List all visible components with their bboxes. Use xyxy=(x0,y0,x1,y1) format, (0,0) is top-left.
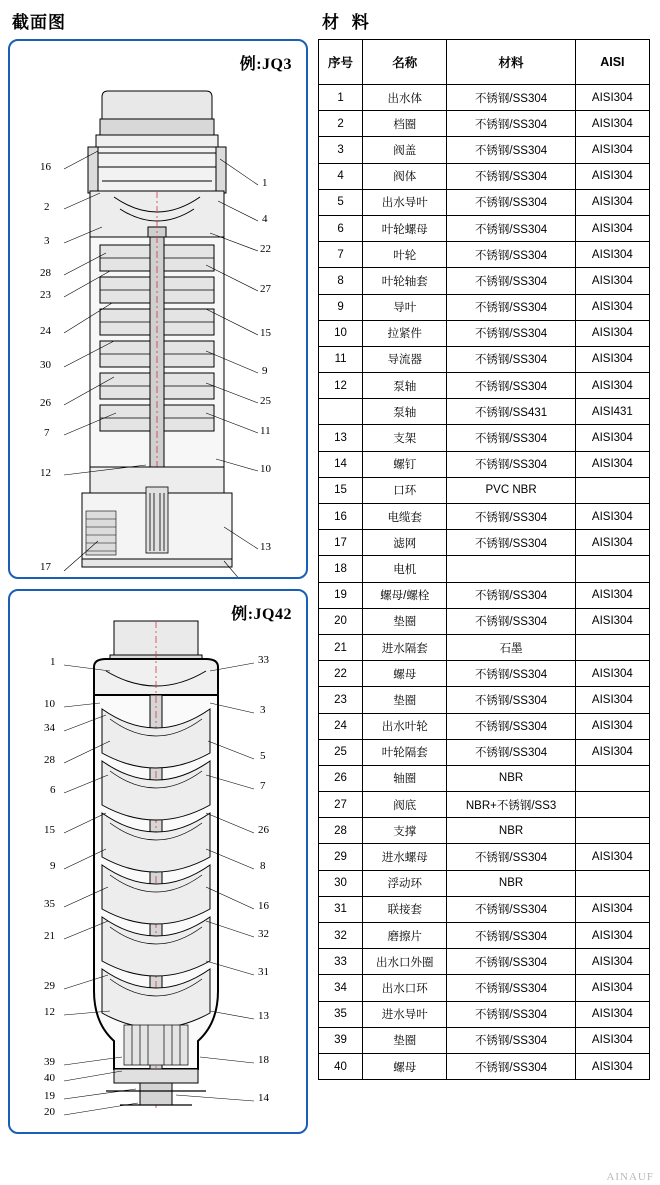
cross-section-column xyxy=(8,0,308,1134)
callout-jq3-16: 16 xyxy=(40,161,51,173)
index-cell: 31 xyxy=(319,896,363,922)
table-row xyxy=(319,1001,650,1027)
callout-jq3-2: 2 xyxy=(44,201,50,213)
index-cell: 18 xyxy=(319,556,363,582)
aisi-cell: AISI304 xyxy=(575,268,649,294)
callout-jq42-9: 9 xyxy=(50,860,56,872)
table-row xyxy=(319,530,650,556)
mat-cell: PVC NBR xyxy=(447,477,575,503)
mat-cell: NBR xyxy=(447,765,575,791)
aisi-cell: AISI304 xyxy=(575,661,649,687)
callout-jq42-3: 3 xyxy=(260,704,266,716)
col-header-material: 材料 xyxy=(447,40,575,85)
callout-jq3-27: 27 xyxy=(260,283,271,295)
callout-jq3-23: 23 xyxy=(40,289,51,301)
materials-table-body xyxy=(319,85,650,1080)
aisi-cell: AISI304 xyxy=(575,582,649,608)
callout-jq42-33: 33 xyxy=(258,654,269,666)
mat-cell: 石墨 xyxy=(447,634,575,660)
mat-cell: 不锈钢/SS304 xyxy=(447,320,575,346)
index-cell xyxy=(319,399,363,425)
name-cell: 垫圈 xyxy=(363,608,447,634)
table-row xyxy=(319,765,650,791)
mat-cell: NBR xyxy=(447,870,575,896)
name-cell: 垫圈 xyxy=(363,687,447,713)
index-cell: 10 xyxy=(319,320,363,346)
mat-cell: 不锈钢/SS304 xyxy=(447,1001,575,1027)
mat-cell: 不锈钢/SS431 xyxy=(447,399,575,425)
callout-jq42-7: 7 xyxy=(260,780,266,792)
aisi-cell: AISI304 xyxy=(575,975,649,1001)
table-row xyxy=(319,923,650,949)
table-row xyxy=(319,896,650,922)
index-cell: 27 xyxy=(319,792,363,818)
aisi-cell: AISI304 xyxy=(575,949,649,975)
mat-cell: 不锈钢/SS304 xyxy=(447,739,575,765)
table-row xyxy=(319,215,650,241)
watermark: AINAUF xyxy=(606,1171,654,1183)
mat-cell: NBR xyxy=(447,818,575,844)
table-row xyxy=(319,451,650,477)
aisi-cell xyxy=(575,634,649,660)
name-cell: 阀体 xyxy=(363,163,447,189)
index-cell: 15 xyxy=(319,477,363,503)
callout-jq42-19: 19 xyxy=(44,1090,55,1102)
name-cell: 叶轮轴套 xyxy=(363,268,447,294)
index-cell: 11 xyxy=(319,346,363,372)
mat-cell: 不锈钢/SS304 xyxy=(447,242,575,268)
aisi-cell: AISI304 xyxy=(575,373,649,399)
aisi-cell: AISI304 xyxy=(575,189,649,215)
mat-cell: 不锈钢/SS304 xyxy=(447,1027,575,1053)
mat-cell: 不锈钢/SS304 xyxy=(447,975,575,1001)
name-cell: 出水口环 xyxy=(363,975,447,1001)
index-cell: 6 xyxy=(319,215,363,241)
index-cell: 9 xyxy=(319,294,363,320)
callout-jq42-16: 16 xyxy=(258,900,269,912)
callout-jq42-8: 8 xyxy=(260,860,266,872)
table-row xyxy=(319,1053,650,1079)
name-cell: 出水导叶 xyxy=(363,189,447,215)
callout-jq3-12: 12 xyxy=(40,467,51,479)
index-cell: 2 xyxy=(319,111,363,137)
callout-jq42-6: 6 xyxy=(50,784,56,796)
index-cell: 26 xyxy=(319,765,363,791)
callout-jq3-9: 9 xyxy=(262,365,268,377)
table-row xyxy=(319,111,650,137)
name-cell: 电缆套 xyxy=(363,504,447,530)
table-row xyxy=(319,346,650,372)
table-row xyxy=(319,818,650,844)
mat-cell: 不锈钢/SS304 xyxy=(447,346,575,372)
mat-cell: 不锈钢/SS304 xyxy=(447,451,575,477)
mat-cell: 不锈钢/SS304 xyxy=(447,294,575,320)
name-cell: 磨擦片 xyxy=(363,923,447,949)
table-row xyxy=(319,739,650,765)
name-cell: 轴圈 xyxy=(363,765,447,791)
diagram-jq42 xyxy=(8,589,308,1134)
callout-jq3-25: 25 xyxy=(260,395,271,407)
col-header-name: 名称 xyxy=(363,40,447,85)
index-cell: 17 xyxy=(319,530,363,556)
name-cell: 叶轮 xyxy=(363,242,447,268)
table-row xyxy=(319,242,650,268)
mat-cell: 不锈钢/SS304 xyxy=(447,163,575,189)
aisi-cell: AISI304 xyxy=(575,242,649,268)
aisi-cell: AISI304 xyxy=(575,1053,649,1079)
table-row xyxy=(319,844,650,870)
table-row xyxy=(319,320,650,346)
aisi-cell: AISI304 xyxy=(575,504,649,530)
callout-jq3-28: 28 xyxy=(40,267,51,279)
callout-jq3-26: 26 xyxy=(40,397,51,409)
index-cell: 13 xyxy=(319,425,363,451)
aisi-cell: AISI304 xyxy=(575,163,649,189)
callout-jq3-11: 11 xyxy=(260,425,271,437)
aisi-cell xyxy=(575,818,649,844)
callout-jq3-4: 4 xyxy=(262,213,268,225)
index-cell: 22 xyxy=(319,661,363,687)
table-row xyxy=(319,268,650,294)
callout-jq42-18: 18 xyxy=(258,1054,269,1066)
col-header-aisi: AISI xyxy=(575,40,649,85)
aisi-cell xyxy=(575,792,649,818)
name-cell: 阀底 xyxy=(363,792,447,818)
materials-column xyxy=(318,0,654,1080)
mat-cell: 不锈钢/SS304 xyxy=(447,373,575,399)
aisi-cell: AISI304 xyxy=(575,844,649,870)
mat-cell: 不锈钢/SS304 xyxy=(447,85,575,111)
section-title-materials: 材 料 xyxy=(322,13,373,32)
table-row xyxy=(319,582,650,608)
aisi-cell xyxy=(575,477,649,503)
mat-cell: 不锈钢/SS304 xyxy=(447,504,575,530)
mat-cell: 不锈钢/SS304 xyxy=(447,268,575,294)
callout-jq42-34: 34 xyxy=(44,722,55,734)
mat-cell: 不锈钢/SS304 xyxy=(447,137,575,163)
mat-cell: 不锈钢/SS304 xyxy=(447,111,575,137)
name-cell: 支架 xyxy=(363,425,447,451)
aisi-cell: AISI304 xyxy=(575,425,649,451)
mat-cell: 不锈钢/SS304 xyxy=(447,949,575,975)
table-row xyxy=(319,477,650,503)
name-cell: 螺钉 xyxy=(363,451,447,477)
mat-cell xyxy=(447,556,575,582)
table-row xyxy=(319,399,650,425)
table-row xyxy=(319,189,650,215)
index-cell: 24 xyxy=(319,713,363,739)
aisi-cell: AISI304 xyxy=(575,137,649,163)
callout-jq3-24: 24 xyxy=(40,325,51,337)
index-cell: 33 xyxy=(319,949,363,975)
index-cell: 40 xyxy=(319,1053,363,1079)
name-cell: 螺母 xyxy=(363,661,447,687)
index-cell: 19 xyxy=(319,582,363,608)
index-cell: 16 xyxy=(319,504,363,530)
table-row xyxy=(319,163,650,189)
aisi-cell xyxy=(575,765,649,791)
mat-cell: 不锈钢/SS304 xyxy=(447,923,575,949)
name-cell: 泵轴 xyxy=(363,399,447,425)
table-row xyxy=(319,556,650,582)
name-cell: 螺母/螺栓 xyxy=(363,582,447,608)
mat-cell: 不锈钢/SS304 xyxy=(447,661,575,687)
name-cell: 出水口外圈 xyxy=(363,949,447,975)
callout-jq3-10: 10 xyxy=(260,463,271,475)
name-cell: 浮动环 xyxy=(363,870,447,896)
index-cell: 3 xyxy=(319,137,363,163)
name-cell: 阀盖 xyxy=(363,137,447,163)
index-cell: 12 xyxy=(319,373,363,399)
table-row xyxy=(319,504,650,530)
name-cell: 进水螺母 xyxy=(363,844,447,870)
table-row xyxy=(319,870,650,896)
index-cell: 14 xyxy=(319,451,363,477)
aisi-cell: AISI304 xyxy=(575,608,649,634)
table-row xyxy=(319,975,650,1001)
diagram-jq42-example-label: 例:JQ42 xyxy=(231,606,292,623)
callout-jq42-31: 31 xyxy=(258,966,269,978)
name-cell: 电机 xyxy=(363,556,447,582)
callout-jq42-13: 13 xyxy=(258,1010,269,1022)
aisi-cell: AISI304 xyxy=(575,687,649,713)
index-cell: 23 xyxy=(319,687,363,713)
mat-cell: 不锈钢/SS304 xyxy=(447,189,575,215)
name-cell: 支撑 xyxy=(363,818,447,844)
table-row xyxy=(319,687,650,713)
mat-cell: 不锈钢/SS304 xyxy=(447,530,575,556)
col-header-index: 序号 xyxy=(319,40,363,85)
callout-jq42-26: 26 xyxy=(258,824,269,836)
materials-table xyxy=(318,39,650,1080)
aisi-cell: AISI304 xyxy=(575,111,649,137)
aisi-cell: AISI431 xyxy=(575,399,649,425)
index-cell: 29 xyxy=(319,844,363,870)
aisi-cell: AISI304 xyxy=(575,896,649,922)
mat-cell: 不锈钢/SS304 xyxy=(447,896,575,922)
callout-jq42-21: 21 xyxy=(44,930,55,942)
index-cell: 35 xyxy=(319,1001,363,1027)
name-cell: 出水叶轮 xyxy=(363,713,447,739)
callout-jq42-28: 28 xyxy=(44,754,55,766)
aisi-cell xyxy=(575,870,649,896)
name-cell: 叶轮螺母 xyxy=(363,215,447,241)
aisi-cell: AISI304 xyxy=(575,530,649,556)
diagram-jq3-example-label: 例:JQ3 xyxy=(239,56,292,73)
callout-jq3-30: 30 xyxy=(40,359,51,371)
index-cell: 1 xyxy=(319,85,363,111)
name-cell: 进水隔套 xyxy=(363,634,447,660)
callout-jq42-1: 1 xyxy=(50,656,56,668)
name-cell: 档圈 xyxy=(363,111,447,137)
name-cell: 泵轴 xyxy=(363,373,447,399)
index-cell: 30 xyxy=(319,870,363,896)
name-cell: 出水体 xyxy=(363,85,447,111)
aisi-cell: AISI304 xyxy=(575,85,649,111)
aisi-cell: AISI304 xyxy=(575,1001,649,1027)
callout-jq3-17: 17 xyxy=(40,561,51,573)
mat-cell: 不锈钢/SS304 xyxy=(447,1053,575,1079)
aisi-cell: AISI304 xyxy=(575,923,649,949)
callout-jq42-10: 10 xyxy=(44,698,55,710)
index-cell: 8 xyxy=(319,268,363,294)
callout-jq42-29: 29 xyxy=(44,980,55,992)
name-cell: 导流器 xyxy=(363,346,447,372)
table-row xyxy=(319,1027,650,1053)
callout-jq42-32: 32 xyxy=(258,928,269,940)
aisi-cell: AISI304 xyxy=(575,739,649,765)
name-cell: 进水导叶 xyxy=(363,1001,447,1027)
callout-jq42-20: 20 xyxy=(44,1106,55,1118)
callout-jq3-7: 7 xyxy=(44,427,50,439)
callout-jq3-15: 15 xyxy=(260,327,271,339)
table-row xyxy=(319,294,650,320)
name-cell: 垫圈 xyxy=(363,1027,447,1053)
mat-cell: 不锈钢/SS304 xyxy=(447,425,575,451)
index-cell: 7 xyxy=(319,242,363,268)
callout-jq42-12: 12 xyxy=(44,1006,55,1018)
section-title-cross-section: 截面图 xyxy=(12,13,66,32)
mat-cell: 不锈钢/SS304 xyxy=(447,582,575,608)
table-row xyxy=(319,608,650,634)
table-row xyxy=(319,792,650,818)
name-cell: 拉紧件 xyxy=(363,320,447,346)
name-cell: 联接套 xyxy=(363,896,447,922)
callout-jq42-35: 35 xyxy=(44,898,55,910)
aisi-cell: AISI304 xyxy=(575,320,649,346)
mat-cell: 不锈钢/SS304 xyxy=(447,215,575,241)
table-header-row xyxy=(319,40,650,85)
callout-jq3-22: 22 xyxy=(260,243,271,255)
index-cell: 21 xyxy=(319,634,363,660)
index-cell: 32 xyxy=(319,923,363,949)
mat-cell: 不锈钢/SS304 xyxy=(447,713,575,739)
table-row xyxy=(319,713,650,739)
table-row xyxy=(319,373,650,399)
name-cell: 螺母 xyxy=(363,1053,447,1079)
index-cell: 5 xyxy=(319,189,363,215)
aisi-cell xyxy=(575,556,649,582)
table-row xyxy=(319,137,650,163)
index-cell: 4 xyxy=(319,163,363,189)
mat-cell: 不锈钢/SS304 xyxy=(447,608,575,634)
mat-cell: 不锈钢/SS304 xyxy=(447,844,575,870)
table-row xyxy=(319,634,650,660)
name-cell: 叶轮隔套 xyxy=(363,739,447,765)
aisi-cell: AISI304 xyxy=(575,451,649,477)
callout-jq3-13: 13 xyxy=(260,541,271,553)
name-cell: 滤网 xyxy=(363,530,447,556)
index-cell: 39 xyxy=(319,1027,363,1053)
callout-jq3-1: 1 xyxy=(262,177,268,189)
index-cell: 28 xyxy=(319,818,363,844)
callout-jq42-39: 39 xyxy=(44,1056,55,1068)
aisi-cell: AISI304 xyxy=(575,713,649,739)
index-cell: 25 xyxy=(319,739,363,765)
aisi-cell: AISI304 xyxy=(575,294,649,320)
callout-jq42-14: 14 xyxy=(258,1092,269,1104)
table-row xyxy=(319,661,650,687)
callout-jq42-15: 15 xyxy=(44,824,55,836)
aisi-cell: AISI304 xyxy=(575,1027,649,1053)
aisi-cell: AISI304 xyxy=(575,215,649,241)
callout-jq42-40: 40 xyxy=(44,1072,55,1084)
table-row xyxy=(319,85,650,111)
callout-jq3-3: 3 xyxy=(44,235,50,247)
mat-cell: 不锈钢/SS304 xyxy=(447,687,575,713)
diagram-jq3-drawing xyxy=(10,41,306,577)
table-row xyxy=(319,425,650,451)
name-cell: 导叶 xyxy=(363,294,447,320)
name-cell: 口环 xyxy=(363,477,447,503)
diagram-jq3 xyxy=(8,39,308,579)
mat-cell: NBR+不锈钢/SS3 xyxy=(447,792,575,818)
aisi-cell: AISI304 xyxy=(575,346,649,372)
table-row xyxy=(319,949,650,975)
index-cell: 34 xyxy=(319,975,363,1001)
index-cell: 20 xyxy=(319,608,363,634)
callout-jq42-5: 5 xyxy=(260,750,266,762)
